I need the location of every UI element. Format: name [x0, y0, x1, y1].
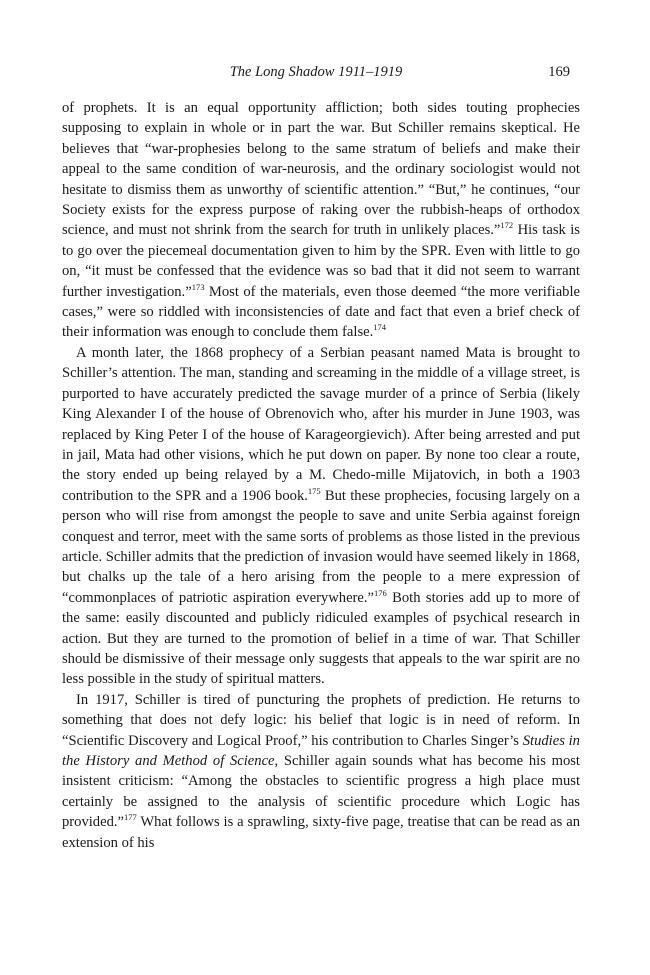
running-title: The Long Shadow 1911–1919 [229, 64, 403, 80]
book-title: Studies in the History and Method of Science [62, 732, 580, 769]
paragraph [62, 690, 580, 853]
running-header [62, 64, 570, 84]
footnote-ref: 176 [374, 587, 387, 598]
footnote-ref: 177 [124, 812, 137, 823]
page-number: 169 [548, 64, 570, 80]
paragraph [62, 98, 580, 343]
body-text [62, 98, 580, 853]
text-run: What follows is a sprawling, sixty-five page, treatise that can be read as an extension of his [62, 814, 580, 851]
text-run: A month later, the 1868 prophecy of a Serbian peasant named Mata is brought to Schiller’s attention. The man, standing and screaming in the middle of a village street, is purported to have accurately predicted the savage murder of a prince of Serbia (likely King Alexander I of the house of Obrenovich who, after his murder in June 1903, was replaced by King Peter I of the house of Karageorgievich). After being arrested and put in jail, Mata had other visions, which he put down on paper. By none too clear a route, the story ended up being relayed by a M. Chedo-mille Mijatovich, in both a 1903 contribution to the SPR and a 1906 book. [62, 344, 580, 504]
footnote-ref: 173 [191, 281, 205, 292]
footnote-ref: 172 [500, 220, 514, 231]
footnote-ref: 174 [373, 322, 386, 333]
text-run: of prophets. It is an equal opportunity affliction; both sides touting prophecies supposing to explain in whole or in part the war. But Schiller remains skeptical. He believes that “war-prophesies belong to the same stratum of beliefs and make their appeal to the same condition of war-neurosis, and the ordinary sociologist would not hesitate to dismiss them as unworthy of scientific attention.” “But,” he continues, “our Society exists for the express purpose of raking over the rubbish-heaps of orthodox science, and must not shrink from the search for truth in unlikely places.” [62, 100, 580, 239]
text-run: In 1917, Schiller is tired of puncturing the prophets of prediction. He returns to something that does not defy logic: his belief that logic is in need of reform. In “Scientific Discovery and Logical Proof,” his contribution to Charles Singer’s [62, 691, 580, 749]
paragraph [62, 343, 580, 690]
text-run: Most of the materials, even those deemed “the more verifiable cases,” were so riddled with inconsistencies of date and fact that even a brief check of their information was enough to conclude them false. [62, 283, 581, 341]
text-run: His task is to go over the piecemeal documentation given to him by the SPR. Even with little to go on, “it must be confessed that the evidence was so bad that it did not seem to warrant further investigation.” [62, 222, 580, 300]
text-run: Both stories add up to more of the same: easily discounted and publicly ridiculed examples of psychical research in action. But they are turned to the promotion of belief in a time of war. That Schiller should be dismissive of their message only suggests that appeals to the war spirit are no less possible in the study of spiritual matters. [62, 589, 580, 688]
footnote-ref: 175 [307, 485, 321, 496]
text-run: , Schiller again sounds what has become his most insistent criticism: “Among the obstacles to scientific progress a high place must certainly be assigned to the analysis of scientific procedure which Logic has provided.” [62, 753, 580, 831]
text-run: But these prophecies, focusing largely on a person who will rise from amongst the people to save and unite Serbia against foreign conquest and terror, meet with the same sorts of problems as those listed in the previous article. Schiller admits that the prediction of invasion would have seemed likely in 1868, but chalks up the tale of a hero arising from the people to a mere expression of “commonplaces of patriotic aspiration everywhere.” [62, 487, 580, 606]
